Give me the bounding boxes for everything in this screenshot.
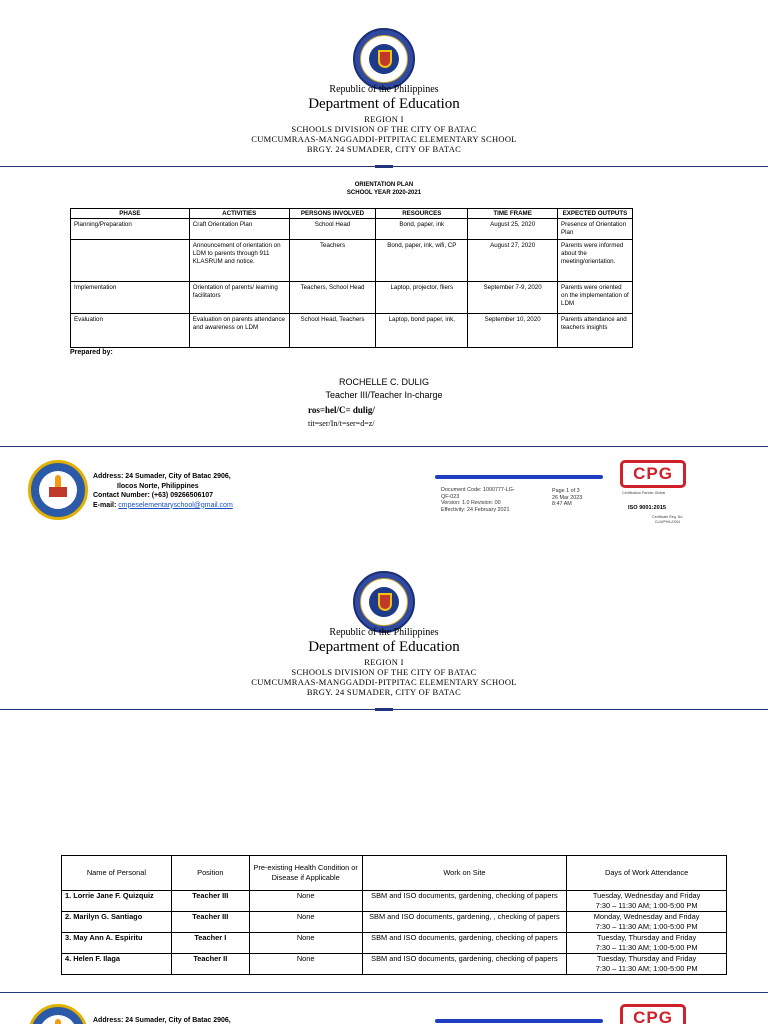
- staff-condition: None: [249, 912, 362, 933]
- plan-title: ORIENTATION PLAN: [354, 182, 414, 188]
- staff-days: [567, 954, 727, 975]
- staff-condition: None: [249, 891, 362, 912]
- school-address: BRGY. 24 SUMADER, CITY OF BATAC: [306, 144, 462, 154]
- orientation-plan-table: [70, 208, 633, 348]
- staff-hours-text: 7:30 – 11:30 AM; 1:00-5:00 PM: [595, 901, 698, 910]
- cert-value: CLM/PHIL/0261: [654, 519, 681, 524]
- staff-days-text: Monday, Wednesday and Friday: [593, 912, 700, 921]
- table-cell: Implementation: [71, 282, 190, 314]
- plan-school-year: SCHOOL YEAR 2020-2021: [346, 190, 422, 196]
- signature-line: ros=hel/C= dulig/: [308, 405, 375, 415]
- column-header: Name of Personal: [62, 856, 172, 891]
- school-address: BRGY. 24 SUMADER, CITY OF BATAC: [306, 687, 462, 697]
- cpg-logo: CPG: [620, 1004, 686, 1024]
- table-row: [62, 954, 727, 975]
- deped-seal: [353, 28, 415, 90]
- staff-name: 3. May Ann A. Espiritu: [62, 933, 172, 954]
- footer-address: Address: 24 Sumader, City of Batac 2906,: [93, 1017, 231, 1024]
- signatory-name: ROCHELLE C. DULIG: [338, 377, 430, 387]
- signature-line: tit=ser/In/t=ser=d=z/: [308, 419, 375, 428]
- deped-seal: [353, 571, 415, 633]
- column-header: PERSONS INVOLVED: [289, 209, 376, 219]
- cert-number: [652, 515, 683, 524]
- table-cell: School Head: [289, 219, 376, 240]
- republic-label: Republic of the Philippines: [329, 84, 439, 95]
- table-cell: School Head, Teachers: [289, 314, 376, 348]
- footer-email-label: E-mail:: [93, 501, 119, 509]
- table-row: [62, 933, 727, 954]
- page-meta: [552, 488, 582, 508]
- column-header: TIME FRAME: [468, 209, 558, 219]
- table-header-row: [62, 856, 727, 891]
- footer-email-row: [93, 501, 233, 511]
- document-meta: [441, 487, 515, 513]
- division-label: SCHOOLS DIVISION OF THE CITY OF BATAC: [291, 667, 477, 677]
- column-header: Work on Site: [362, 856, 567, 891]
- column-header: Position: [171, 856, 249, 891]
- footer-address: Address: 24 Sumader, City of Batac 2906,: [93, 473, 231, 480]
- table-cell: Craft Orientation Plan: [189, 219, 289, 240]
- staff-work: SBM and ISO documents, gardening, checking of papers: [362, 933, 567, 954]
- table-cell: Teachers: [289, 240, 376, 282]
- staff-days-text: Tuesday, Thursday and Friday: [596, 933, 697, 942]
- iso-label: ISO 9001:2015: [628, 505, 666, 511]
- school-logo: [28, 460, 88, 520]
- staff-work: SBM and ISO documents, gardening, , checking of papers: [362, 912, 567, 933]
- page-number: Page 1 of 3: [552, 488, 580, 494]
- table-row: [71, 240, 633, 282]
- table-row: [71, 282, 633, 314]
- region-label: REGION I: [364, 657, 404, 667]
- school-name: CUMCUMRAAS-MANGGADDI-PITPITAC ELEMENTARY SCHOOL: [251, 134, 517, 144]
- table-cell: Bond, paper, ink, wifi, CP: [376, 240, 468, 282]
- staff-condition: None: [249, 933, 362, 954]
- table-cell: Planning/Preparation: [71, 219, 190, 240]
- footer-email-link[interactable]: cmpeselementaryschool@gmail.com: [118, 501, 233, 509]
- footer-address-block: [93, 472, 233, 510]
- department-title: Department of Education: [308, 96, 460, 112]
- table-cell: Laptop, projector, fliers: [376, 282, 468, 314]
- staff-work: SBM and ISO documents, gardening, checking of papers: [362, 954, 567, 975]
- region-label: REGION I: [364, 114, 404, 124]
- column-header: RESOURCES: [376, 209, 468, 219]
- doc-effectivity: Effectivity: 24 February 2021: [441, 506, 510, 513]
- staff-position: Teacher III: [171, 891, 249, 912]
- signatory-role: Teacher III/Teacher In-charge: [325, 390, 443, 400]
- table-cell: Parents were oriented on the implementation of LDM: [558, 282, 633, 314]
- table-row: [71, 219, 633, 240]
- table-cell: Evaluation: [71, 314, 190, 348]
- cert-label: Certificate Reg. No.: [652, 515, 684, 519]
- staff-days: [567, 933, 727, 954]
- staff-hours-text: 7:30 – 11:30 AM; 1:00-5:00 PM: [595, 922, 698, 931]
- staff-days: [567, 891, 727, 912]
- staff-name: 1. Lorrie Jane F. Quizquiz: [62, 891, 172, 912]
- footer-divider: [0, 992, 768, 993]
- print-time: 8:47 AM: [552, 501, 572, 508]
- staff-position: Teacher II: [171, 954, 249, 975]
- staff-hours-text: 7:30 – 11:30 AM; 1:00-5:00 PM: [595, 943, 698, 952]
- staff-position: Teacher III: [171, 912, 249, 933]
- school-name: CUMCUMRAAS-MANGGADDI-PITPITAC ELEMENTARY SCHOOL: [251, 677, 517, 687]
- cpg-subtitle: Certification Partner Global: [622, 491, 666, 495]
- staff-days-text: Tuesday, Wednesday and Friday: [592, 891, 701, 900]
- doc-code-cont: QF-023: [441, 493, 460, 500]
- staff-days: [567, 912, 727, 933]
- table-cell: Evaluation on parents attendance and awareness on LDM: [189, 314, 289, 348]
- footer-contact: Contact Number: (+63) 09266506107: [93, 492, 214, 499]
- footer-accent-bar: [435, 1019, 603, 1023]
- table-header-row: [71, 209, 633, 219]
- column-header: Pre-existing Health Condition or Disease if Applicable: [249, 856, 362, 891]
- cpg-logo: CPG: [620, 460, 686, 488]
- prepared-by-label: Prepared by:: [70, 349, 113, 356]
- table-cell: August 27, 2020: [468, 240, 558, 282]
- column-header: EXPECTED OUTPUTS: [558, 209, 633, 219]
- table-cell: Laptop, bond paper, ink,: [376, 314, 468, 348]
- division-label: SCHOOLS DIVISION OF THE CITY OF BATAC: [291, 124, 477, 134]
- staff-schedule-table: [61, 855, 727, 975]
- table-cell: Announcement of orientation on LDM to parents through 911 KLASRUM and notice.: [189, 240, 289, 282]
- footer-accent-bar: [435, 475, 603, 479]
- staff-name: 4. Helen F. Ilaga: [62, 954, 172, 975]
- table-cell: Bond, paper, ink: [376, 219, 468, 240]
- staff-condition: None: [249, 954, 362, 975]
- department-title: Department of Education: [308, 639, 460, 655]
- republic-label: Republic of the Philippines: [329, 627, 439, 638]
- staff-days-text: Tuesday, Thursday and Friday: [596, 954, 697, 963]
- table-cell: Parents attendance and teachers insights: [558, 314, 633, 348]
- table-row: [62, 891, 727, 912]
- table-cell: [71, 240, 190, 282]
- table-cell: Orientation of parents/ learning facilitators: [189, 282, 289, 314]
- staff-work: SBM and ISO documents, gardening, checking of papers: [362, 891, 567, 912]
- doc-code: Document Code: 1000777-LG-: [441, 487, 515, 493]
- table-row: [62, 912, 727, 933]
- column-header: Days of Work Attendance: [567, 856, 727, 891]
- table-cell: September 7-9, 2020: [468, 282, 558, 314]
- staff-hours-text: 7:30 – 11:30 AM; 1:00-5:00 PM: [595, 964, 698, 973]
- table-cell: Teachers, School Head: [289, 282, 376, 314]
- table-cell: August 25, 2020: [468, 219, 558, 240]
- header-divider-tick: [375, 708, 393, 711]
- staff-name: 2. Marilyn G. Santiago: [62, 912, 172, 933]
- staff-position: Teacher I: [171, 933, 249, 954]
- table-cell: Presence of Orientation Plan: [558, 219, 633, 240]
- footer-divider: [0, 446, 768, 447]
- school-logo: [28, 1004, 88, 1024]
- table-cell: September 10, 2020: [468, 314, 558, 348]
- header-divider-tick: [375, 165, 393, 168]
- footer-province: Ilocos Norte, Philippines: [117, 482, 199, 490]
- table-row: [71, 314, 633, 348]
- column-header: ACTIVITIES: [189, 209, 289, 219]
- doc-version: Version: 1.0 Revision: 00: [441, 500, 501, 507]
- print-date: 26 Mar 2023: [552, 494, 583, 501]
- table-cell: Parents were informed about the meeting/orientation.: [558, 240, 633, 282]
- column-header: PHASE: [71, 209, 190, 219]
